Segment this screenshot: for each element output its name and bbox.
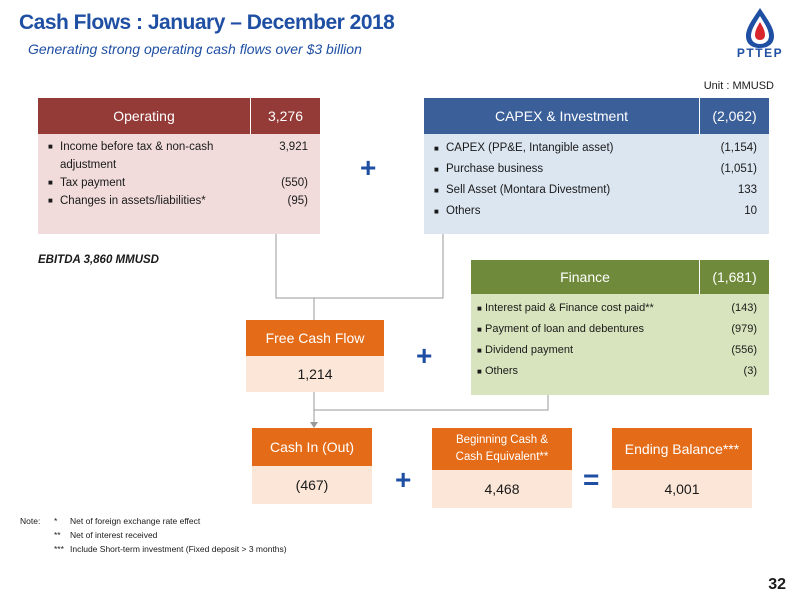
footnote-mark: ** bbox=[54, 530, 61, 540]
item-label: CAPEX (PP&E, Intangible asset) bbox=[446, 142, 614, 154]
item-value: 10 bbox=[744, 205, 757, 217]
bullet-icon: ■ bbox=[48, 178, 53, 187]
item-label: Tax payment bbox=[60, 177, 126, 189]
item-value: (1,154) bbox=[720, 142, 757, 154]
footnote-text: Include Short-term investment (Fixed deposit > 3 months) bbox=[70, 544, 287, 554]
bullet-icon: ■ bbox=[477, 304, 482, 313]
operating-box bbox=[38, 98, 320, 234]
item-label: Sell Asset (Montara Divestment) bbox=[446, 184, 611, 196]
footnote bbox=[20, 542, 287, 556]
item-value: 3,921 bbox=[279, 141, 308, 153]
list-item bbox=[477, 298, 759, 319]
finance-title: Finance bbox=[560, 269, 610, 285]
item-value: (979) bbox=[731, 323, 757, 335]
footnote bbox=[20, 528, 287, 542]
footnote-text: Net of interest received bbox=[70, 530, 158, 540]
bullet-icon: ■ bbox=[434, 165, 439, 174]
beginning-cash-value: 4,468 bbox=[432, 470, 572, 508]
item-value: (556) bbox=[731, 344, 757, 356]
beginning-cash-box bbox=[432, 428, 572, 508]
footnotes bbox=[20, 514, 287, 556]
page-subtitle: Generating strong operating cash flows over $3 billion bbox=[28, 41, 362, 57]
page-number: 32 bbox=[768, 576, 786, 593]
cash-in-out-title: Cash In (Out) bbox=[252, 428, 372, 466]
bullet-icon: ■ bbox=[48, 142, 53, 151]
item-label: Dividend payment bbox=[485, 344, 574, 356]
item-value: (143) bbox=[731, 302, 757, 314]
operating-header bbox=[38, 98, 320, 134]
list-item bbox=[477, 319, 759, 340]
bullet-icon: ■ bbox=[434, 207, 439, 216]
item-label: Purchase business bbox=[446, 163, 544, 175]
item-value: 133 bbox=[737, 184, 757, 196]
bullet-icon: ■ bbox=[434, 144, 439, 153]
item-value: (1,051) bbox=[720, 163, 757, 175]
capex-total: (2,062) bbox=[699, 98, 769, 134]
list-item bbox=[48, 138, 310, 174]
cash-in-out-value: (467) bbox=[252, 466, 372, 504]
item-label: Changes in assets/liabilities* bbox=[60, 195, 206, 207]
item-label: Others bbox=[485, 365, 519, 377]
list-item bbox=[477, 361, 759, 382]
plus-operator: + bbox=[360, 152, 377, 183]
capex-title: CAPEX & Investment bbox=[494, 108, 629, 124]
list-item bbox=[434, 159, 759, 180]
item-value: (95) bbox=[287, 195, 308, 207]
free-cash-flow-value: 1,214 bbox=[246, 356, 384, 392]
capex-box bbox=[424, 98, 769, 234]
list-item bbox=[48, 192, 310, 210]
footnote bbox=[20, 514, 287, 528]
list-item bbox=[434, 201, 759, 222]
item-label: Income before tax & non-cash adjustment bbox=[60, 141, 214, 171]
item-label: Payment of loan and debentures bbox=[485, 323, 645, 335]
equals-operator: = bbox=[583, 464, 600, 495]
bullet-icon: ■ bbox=[477, 346, 482, 355]
pttep-logo-text: PTTEP bbox=[736, 46, 784, 60]
item-label: Others bbox=[446, 205, 481, 217]
finance-total: (1,681) bbox=[699, 260, 769, 294]
operating-total: 3,276 bbox=[250, 98, 320, 134]
page-title: Cash Flows : January – December 2018 bbox=[19, 11, 395, 34]
item-label: Interest paid & Finance cost paid** bbox=[485, 302, 654, 314]
finance-header bbox=[471, 260, 769, 294]
item-value: (550) bbox=[281, 177, 308, 189]
footnote-mark: *** bbox=[54, 544, 64, 554]
free-cash-flow-box bbox=[246, 320, 384, 392]
footnote-text: Net of foreign exchange rate effect bbox=[70, 516, 201, 526]
ending-balance-box bbox=[612, 428, 752, 508]
ebitda-note: EBITDA 3,860 MMUSD bbox=[38, 254, 159, 266]
notes-label: Note: bbox=[20, 516, 41, 526]
capex-header bbox=[424, 98, 769, 134]
beginning-cash-title bbox=[432, 428, 572, 470]
bullet-icon: ■ bbox=[477, 367, 482, 376]
bullet-icon: ■ bbox=[434, 186, 439, 195]
finance-box bbox=[471, 260, 769, 395]
list-item bbox=[434, 138, 759, 159]
list-item bbox=[477, 340, 759, 361]
free-cash-flow-title: Free Cash Flow bbox=[246, 320, 384, 356]
beginning-cash-title-line2: Cash Equivalent** bbox=[455, 451, 549, 463]
operating-title: Operating bbox=[113, 108, 175, 124]
ending-balance-title: Ending Balance*** bbox=[612, 428, 752, 470]
list-item bbox=[48, 174, 310, 192]
unit-label: Unit : MMUSD bbox=[703, 80, 774, 92]
ending-balance-value: 4,001 bbox=[612, 470, 752, 508]
list-item bbox=[434, 180, 759, 201]
bullet-icon: ■ bbox=[477, 325, 482, 334]
plus-operator: + bbox=[416, 340, 433, 371]
cash-in-out-box bbox=[252, 428, 372, 504]
bullet-icon: ■ bbox=[48, 196, 53, 205]
footnote-mark: * bbox=[54, 516, 58, 526]
beginning-cash-title-line1: Beginning Cash & bbox=[455, 434, 549, 446]
plus-operator: + bbox=[395, 464, 412, 495]
item-value: (3) bbox=[743, 365, 757, 377]
